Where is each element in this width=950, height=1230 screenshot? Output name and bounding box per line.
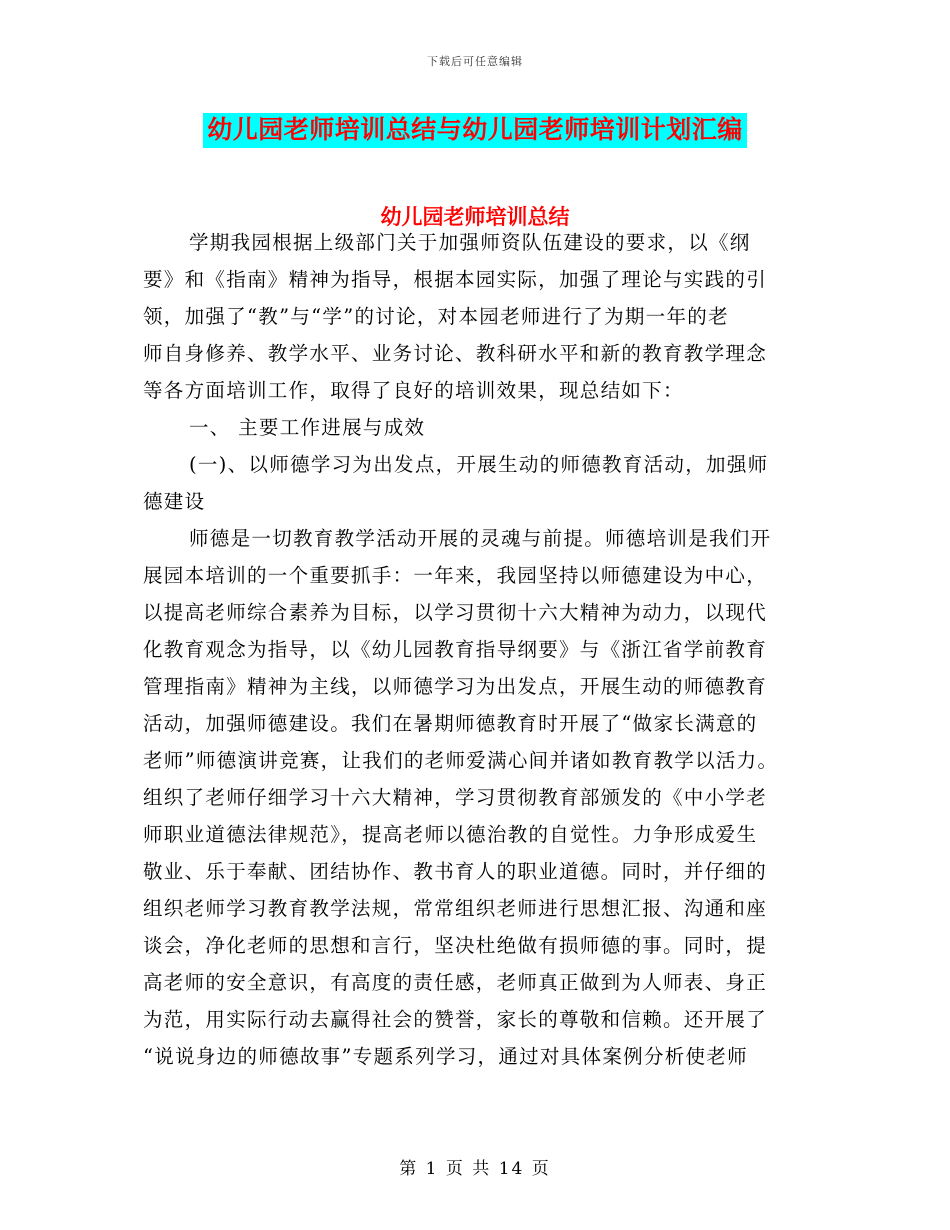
document-title: 幼儿园老师培训总结与幼儿园老师培训计划汇编 <box>203 113 747 148</box>
page-number: 第 1 页 共 14 页 <box>399 1159 551 1179</box>
paragraph-line: 管理指南》精神为主线，以师德学习为出发点，开展生动的师德教育 <box>143 675 768 698</box>
paragraph-line: 要》和《指南》精神为指导，根据本园实际，加强了理论与实践的引 <box>143 268 768 291</box>
document-body <box>143 224 808 1075</box>
paragraph-line: 高老师的安全意识，有高度的责任感，老师真正做到为人师表、身正 <box>143 971 768 994</box>
paragraph-line: 为范，用实际行动去赢得社会的赞誉，家长的尊敬和信赖。还开展了 <box>143 1008 768 1031</box>
paragraph-line: 化教育观念为指导，以《幼儿园教育指导纲要》与《浙江省学前教育 <box>143 638 768 661</box>
paragraph-line: 师自身修养、教学水平、业务讨论、教科研水平和新的教育教学理念 <box>143 342 768 365</box>
paragraph-line: 老师”师德演讲竞赛，让我们的老师爱满心间并诸如教育教学以活力。 <box>143 749 779 772</box>
paragraph-line: 师德是一切教育教学活动开展的灵魂与前提。师德培训是我们开 <box>189 527 772 550</box>
document-title-container <box>0 113 950 148</box>
paragraph-line: 师职业道德法律规范》，提高老师以德治教的自觉性。力争形成爱生 <box>143 823 758 846</box>
paragraph-line: 谈会，净化老师的思想和言行，坚决杜绝做有损师德的事。同时，提 <box>143 934 768 957</box>
paragraph-line: 等各方面培训工作，取得了良好的培训效果，现总结如下： <box>143 379 684 402</box>
paragraph-line: 活动，加强师德建设。我们在暑期师德教育时开展了“做家长满意的 <box>143 712 758 735</box>
page-header-note: 下载后可任意编辑 <box>427 55 523 68</box>
subheading-line: 德建设 <box>143 490 206 513</box>
paragraph-line: 展园本培训的一个重要抓手：一年来，我园坚持以师德建设为中心， <box>143 564 768 587</box>
paragraph-line: 组织老师学习教育教学法规，常常组织老师进行思想汇报、沟通和座 <box>143 897 768 920</box>
paragraph-line: 敬业、乐于奉献、团结协作、教书育人的职业道德。同时，并仔细的 <box>143 860 768 883</box>
heading-line: 一、 主要工作进展与成效 <box>189 416 426 439</box>
section-title: 幼儿园老师培训总结 <box>380 204 570 229</box>
subheading-line: (一)、以师德学习为出发点，开展生动的师德教育活动，加强师 <box>189 453 769 476</box>
paragraph-line: 以提高老师综合素养为目标，以学习贯彻十六大精神为动力，以现代 <box>143 601 768 624</box>
paragraph-line: 学期我园根据上级部门关于加强师资队伍建设的要求，以《纲 <box>189 231 751 254</box>
paragraph-line: 组织了老师仔细学习十六大精神，学习贯彻教育部颁发的《中小学老 <box>143 786 768 809</box>
paragraph-line: 领，加强了“教”与“学”的讨论，对本园老师进行了为期一年的老 <box>143 305 729 328</box>
paragraph-line: “说说身边的师德故事”专题系列学习，通过对具体案例分析使老师 <box>143 1045 748 1068</box>
